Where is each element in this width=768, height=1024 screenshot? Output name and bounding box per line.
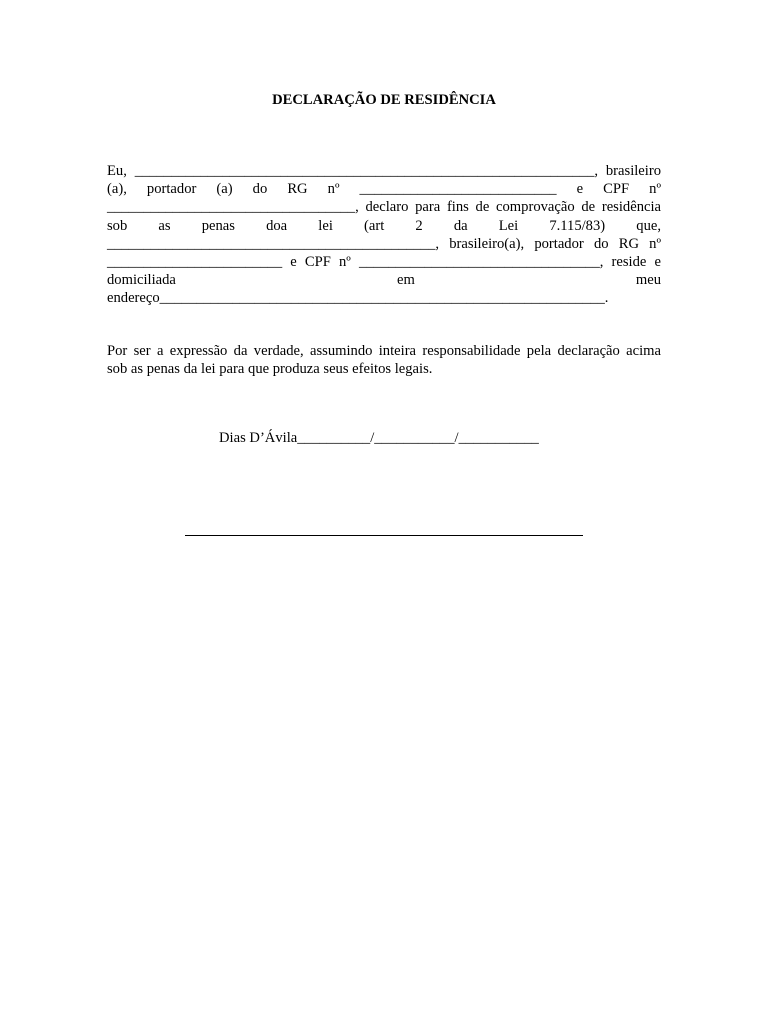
paragraph-line: _____________________________________________, brasileiro(a), portador do RG nº [107,235,661,252]
paragraph-line: domiciliada em meu [107,272,661,289]
paragraph-line: sob as penas doa lei (art 2 da Lei 7.115/83) que, [107,217,661,234]
place-date-line: Dias D’Ávila__________/___________/___________ [219,430,539,446]
paragraph-line: (a), portador (a) do RG nº ___________________________ e CPF nº [107,181,661,198]
paragraph-line: Por ser a expressão da verdade, assumindo inteira responsabilidade pela declaração acima [107,343,661,359]
paragraph-line: ________________________ e CPF nº _________________________________, reside e [107,254,661,271]
paragraph-line: endereço_____________________________________________________________. [107,290,609,307]
signature-line [185,535,583,536]
paragraph-line: Eu, _______________________________________________________________, brasileiro [107,163,661,179]
paragraph-line: __________________________________, declaro para fins de comprovação de residência [107,199,661,216]
paragraph-line: sob as penas da lei para que produza seus efeitos legais. [107,361,433,378]
truth-statement-paragraph [107,342,661,378]
declaration-paragraph [107,162,661,308]
document-title: DECLARAÇÃO DE RESIDÊNCIA [272,92,496,108]
